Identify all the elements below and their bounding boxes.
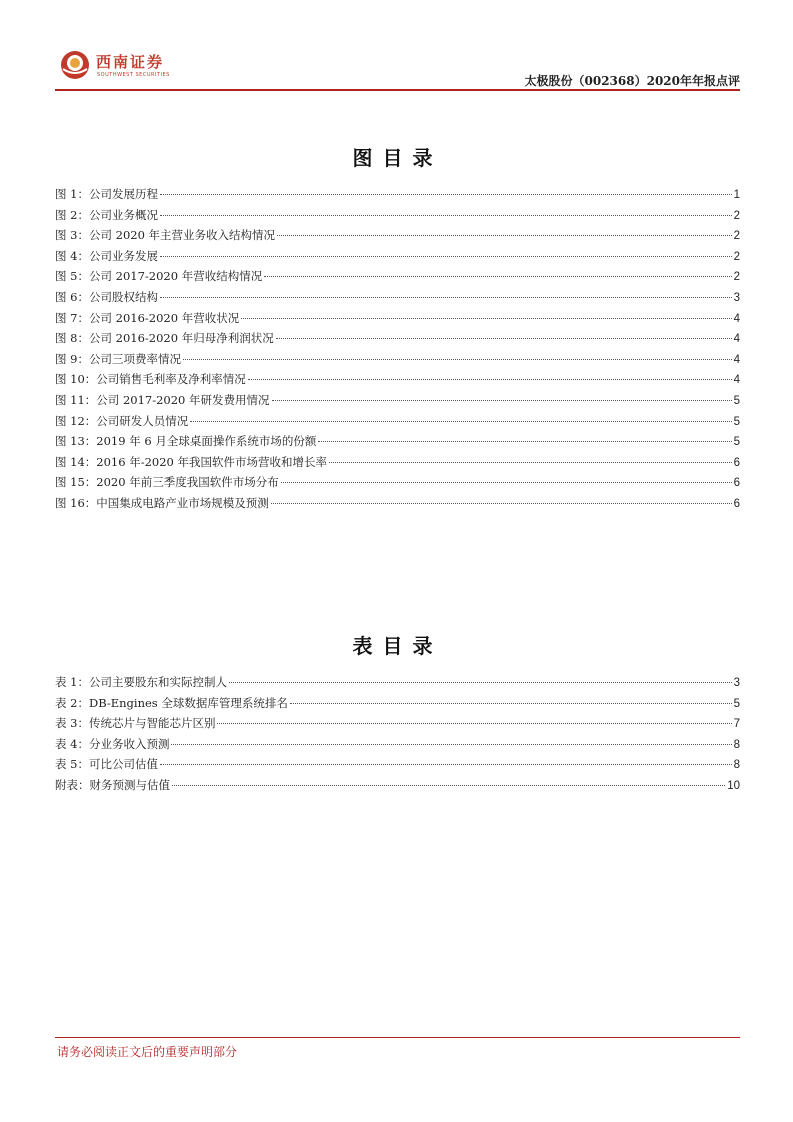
toc-entry-page: 5 xyxy=(733,415,740,428)
toc-entry-page: 6 xyxy=(733,456,740,469)
toc-entry-label: 图 8：公司 2016-2020 年归母净利润状况 xyxy=(55,331,274,346)
figures-section-title: 图目录 xyxy=(352,146,443,170)
toc-entry-label: 表 5：可比公司估值 xyxy=(55,757,158,772)
toc-entry-page: 4 xyxy=(733,333,740,346)
tables-section-title: 表目录 xyxy=(352,634,443,658)
toc-entry-label: 图 12：公司研发人员情况 xyxy=(55,413,189,428)
toc-entry-page: 5 xyxy=(733,394,740,407)
figure-toc-entry[interactable] xyxy=(55,186,740,207)
toc-entry-page: 3 xyxy=(733,291,740,304)
toc-entry-label: 图 10：公司销售毛利率及净利率情况 xyxy=(55,372,246,387)
toc-entry-page: 6 xyxy=(733,477,740,490)
toc-entry-label: 图 14：2016 年-2020 年我国软件市场营收和增长率 xyxy=(55,454,328,469)
toc-entry-label: 图 7：公司 2016-2020 年营收状况 xyxy=(55,310,240,325)
table-toc-entry[interactable] xyxy=(55,674,740,695)
toc-entry-page: 4 xyxy=(733,312,740,325)
toc-leader-dots xyxy=(229,682,732,683)
toc-entry-label: 图 9：公司三项费率情况 xyxy=(55,351,181,366)
toc-entry-label: 图 6：公司股权结构 xyxy=(55,289,158,304)
figure-toc-entry[interactable] xyxy=(55,207,740,228)
table-toc-entry[interactable] xyxy=(55,695,740,716)
toc-leader-dots xyxy=(318,441,731,442)
page-header xyxy=(55,40,740,90)
toc-entry-page: 8 xyxy=(733,738,740,751)
toc-entry-label: 图 1：公司发展历程 xyxy=(55,187,158,201)
toc-leader-dots xyxy=(160,194,732,195)
figure-toc-entry[interactable] xyxy=(55,248,740,269)
toc-leader-dots xyxy=(272,400,732,401)
toc-entry-page: 1 xyxy=(733,189,740,201)
toc-leader-dots xyxy=(160,215,732,216)
figure-toc-entry[interactable] xyxy=(55,310,740,331)
toc-leader-dots xyxy=(217,723,731,724)
toc-leader-dots xyxy=(160,764,732,765)
toc-entry-page: 7 xyxy=(733,718,740,731)
toc-entry-label: 表 3：传统芯片与智能芯片区别 xyxy=(55,716,216,731)
toc-leader-dots xyxy=(183,359,732,360)
logo-text-cn: 西南证券 xyxy=(96,53,165,71)
toc-entry-label: 表 4：分业务收入预测 xyxy=(55,736,170,751)
figure-toc-entry[interactable] xyxy=(55,371,740,392)
figure-toc-entry[interactable] xyxy=(55,454,740,475)
toc-leader-dots xyxy=(277,235,732,236)
toc-leader-dots xyxy=(248,379,732,380)
toc-entry-page: 4 xyxy=(733,374,740,387)
toc-entry-page: 4 xyxy=(733,353,740,366)
toc-leader-dots xyxy=(190,421,731,422)
toc-entry-page: 5 xyxy=(733,436,740,449)
figure-toc-entry[interactable] xyxy=(55,351,740,372)
figure-toc-entry[interactable] xyxy=(55,268,740,289)
toc-entry-label: 图 13：2019 年 6 月全球桌面操作系统市场的份额 xyxy=(55,434,317,449)
toc-entry-page: 3 xyxy=(733,677,740,689)
toc-entry-page: 6 xyxy=(733,497,740,510)
toc-leader-dots xyxy=(329,462,732,463)
report-title: 太极股份（002368）2020年年报点评 xyxy=(524,74,740,88)
figure-toc-entry[interactable] xyxy=(55,413,740,434)
logo-emblem-icon xyxy=(60,50,90,80)
logo-text-en: SOUTHWEST SECURITIES xyxy=(97,72,170,78)
toc-leader-dots xyxy=(172,785,725,786)
toc-leader-dots xyxy=(160,256,732,257)
figure-toc-entry[interactable] xyxy=(55,227,740,248)
toc-entry-page: 8 xyxy=(733,759,740,772)
tables-toc-list xyxy=(55,674,740,798)
toc-entry-page: 2 xyxy=(733,209,740,222)
figure-toc-entry[interactable] xyxy=(55,289,740,310)
toc-entry-label: 图 5：公司 2017-2020 年营收结构情况 xyxy=(55,269,263,284)
toc-leader-dots xyxy=(276,338,732,339)
toc-entry-label: 附表：财务预测与估值 xyxy=(55,777,170,792)
toc-entry-label: 表 1：公司主要股东和实际控制人 xyxy=(55,675,227,689)
toc-entry-label: 图 4：公司业务发展 xyxy=(55,248,158,263)
toc-entry-page: 10 xyxy=(727,779,740,792)
toc-entry-page: 2 xyxy=(733,250,740,263)
toc-leader-dots xyxy=(264,276,731,277)
table-toc-entry[interactable] xyxy=(55,736,740,757)
company-logo xyxy=(60,50,220,86)
figure-toc-entry[interactable] xyxy=(55,474,740,495)
figures-toc-list xyxy=(55,186,740,516)
header-divider xyxy=(55,89,740,91)
figure-toc-entry[interactable] xyxy=(55,392,740,413)
toc-leader-dots xyxy=(160,297,732,298)
toc-leader-dots xyxy=(290,703,732,704)
figure-toc-entry[interactable] xyxy=(55,433,740,454)
toc-entry-label: 图 2：公司业务概况 xyxy=(55,207,158,222)
footer-divider xyxy=(55,1037,740,1038)
toc-leader-dots xyxy=(171,744,731,745)
toc-entry-page: 2 xyxy=(733,230,740,243)
figure-toc-entry[interactable] xyxy=(55,330,740,351)
toc-leader-dots xyxy=(271,503,732,504)
toc-entry-page: 5 xyxy=(733,697,740,710)
toc-entry-label: 图 11：公司 2017-2020 年研发费用情况 xyxy=(55,392,270,407)
figure-toc-entry[interactable] xyxy=(55,495,740,516)
toc-leader-dots xyxy=(241,318,731,319)
table-toc-entry[interactable] xyxy=(55,756,740,777)
toc-entry-label: 图 3：公司 2020 年主营业务收入结构情况 xyxy=(55,228,276,243)
table-toc-entry[interactable] xyxy=(55,777,740,798)
toc-leader-dots xyxy=(281,482,732,483)
toc-entry-label: 表 2：DB-Engines 全球数据库管理系统排名 xyxy=(55,695,288,710)
table-toc-entry[interactable] xyxy=(55,715,740,736)
footer-disclaimer: 请务必阅读正文后的重要声明部分 xyxy=(57,1045,238,1059)
toc-entry-page: 2 xyxy=(733,271,740,284)
toc-entry-label: 图 15：2020 年前三季度我国软件市场分布 xyxy=(55,475,279,490)
toc-entry-label: 图 16：中国集成电路产业市场规模及预测 xyxy=(55,495,269,510)
